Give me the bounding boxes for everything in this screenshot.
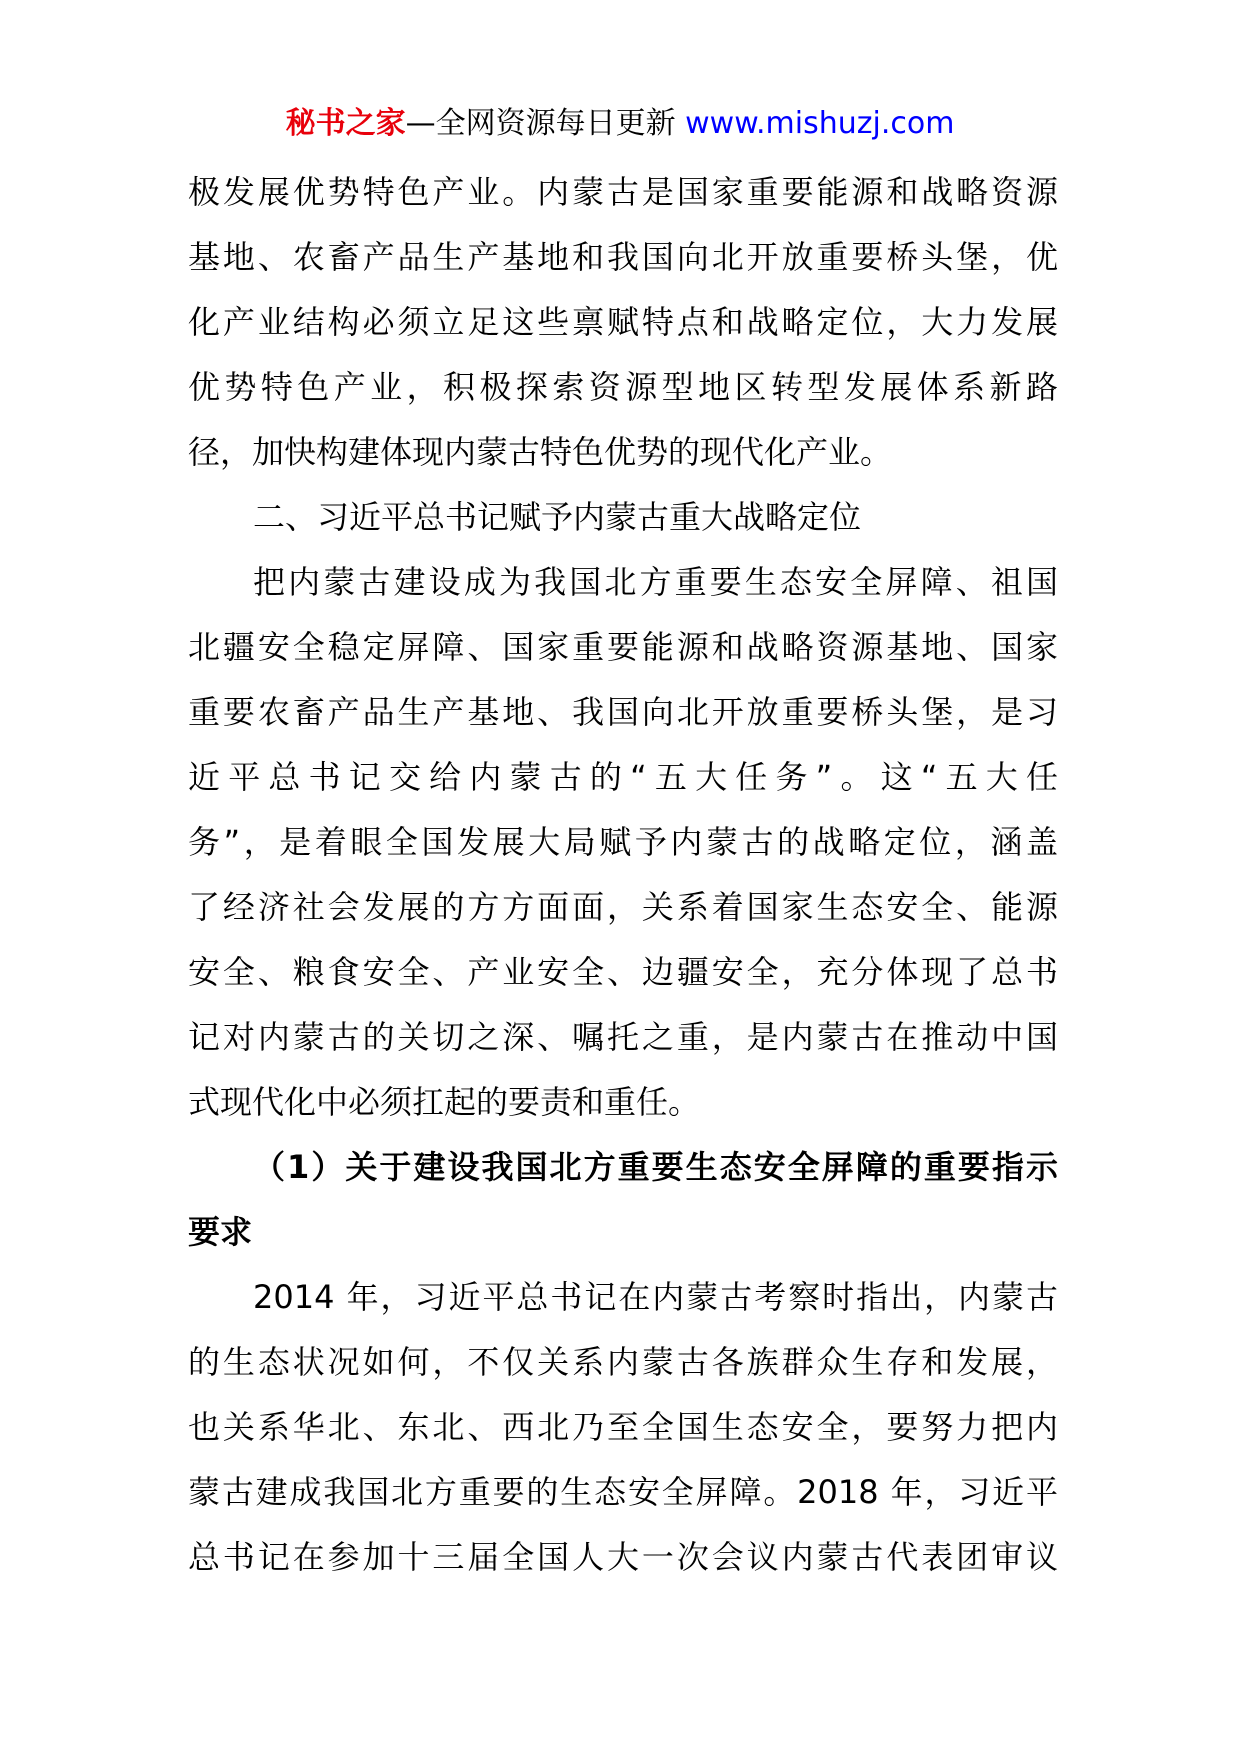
brand-name: 秘书之家: [285, 106, 406, 141]
body-line: 总书记在参加十三届全国人大一次会议内蒙古代表团审议: [188, 1538, 1058, 1576]
body-line: 了经济社会发展的方方面面，关系着国家生态安全、能源: [188, 888, 1058, 926]
document-body: [188, 160, 1058, 1590]
body-line: 2014 年，习近平总书记在内蒙古考察时指出，内蒙古: [253, 1278, 1058, 1316]
body-line: 记对内蒙古的关切之深、嘱托之重，是内蒙古在推动中国: [188, 1018, 1058, 1056]
header-tagline: —全网资源每日更新: [405, 106, 676, 141]
body-line: 优势特色产业，积极探索资源型地区转型发展体系新路: [188, 368, 1058, 406]
body-line: 的生态状况如何，不仅关系内蒙古各族群众生存和发展，: [188, 1343, 1058, 1381]
subsection-heading-continued: 要求: [188, 1213, 253, 1251]
body-line: 基地、农畜产品生产基地和我国向北开放重要桥头堡，优: [188, 238, 1058, 276]
body-line: 近平总书记交给内蒙古的“五大任务”。这“五大任: [188, 758, 1058, 796]
body-line: 蒙古建成我国北方重要的生态安全屏障。2018 年，习近平: [188, 1473, 1058, 1511]
body-line: 极发展优势特色产业。内蒙古是国家重要能源和战略资源: [188, 173, 1058, 211]
site-header: [0, 104, 1240, 144]
site-url-link[interactable]: www.mishuzj.com: [685, 106, 955, 141]
body-line: 北疆安全稳定屏障、国家重要能源和战略资源基地、国家: [188, 628, 1058, 666]
body-line: 化产业结构必须立足这些禀赋特点和战略定位，大力发展: [188, 303, 1058, 341]
body-line: 径，加快构建体现内蒙古特色优势的现代化产业。: [188, 433, 893, 471]
body-line: 重要农畜产品生产基地、我国向北开放重要桥头堡，是习: [188, 693, 1058, 731]
body-line: 也关系华北、东北、西北乃至全国生态安全，要努力把内: [188, 1408, 1058, 1446]
body-line: 务”，是着眼全国发展大局赋予内蒙古的战略定位，涵盖: [188, 823, 1058, 861]
body-line: 式现代化中必须扛起的要责和重任。: [188, 1083, 701, 1121]
body-line: 把内蒙古建设成为我国北方重要生态安全屏障、祖国: [253, 563, 1058, 601]
body-line: 安全、粮食安全、产业安全、边疆安全，充分体现了总书: [188, 953, 1058, 991]
subsection-heading: （1）关于建设我国北方重要生态安全屏障的重要指示: [253, 1148, 1058, 1186]
section-heading: 二、习近平总书记赋予内蒙古重大战略定位: [253, 498, 862, 536]
